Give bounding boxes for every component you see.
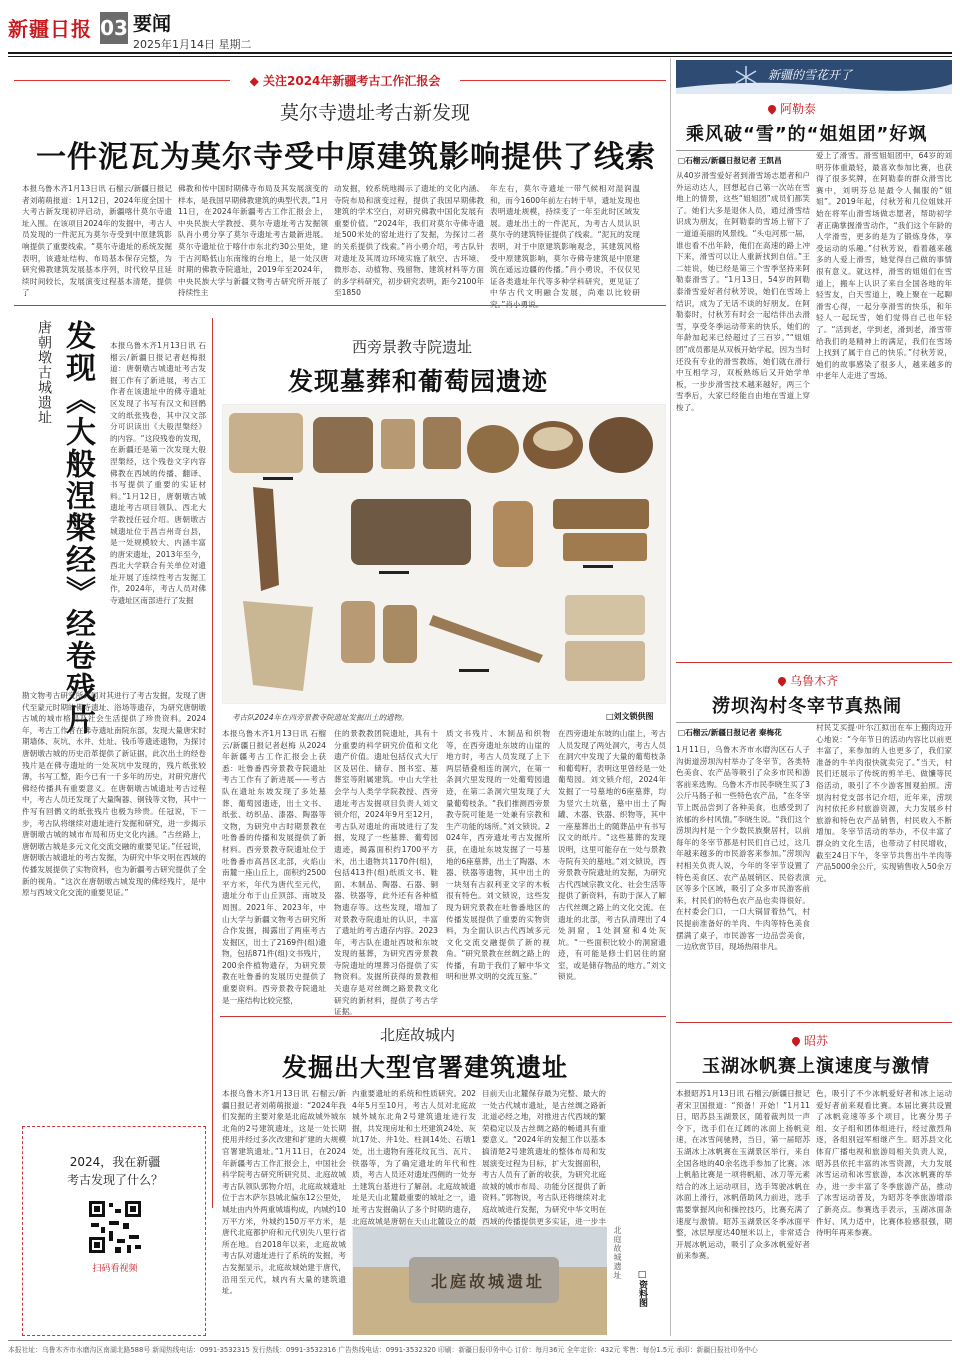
masthead-brand: 新疆日报 — [8, 17, 92, 41]
tang-divider — [212, 318, 213, 1208]
footer: 本报社址：乌鲁木齐市水磨沟区南湖北路588号 新闻热线电话：0991-3532315 发行热线：0991-3532316 广告热线电话：0991-3532320 印刷：新疆日报印务中心 订价：每月36元 全年定价：432元 零售：每份1.5元 承印：新疆日报社印务中心 — [8, 1340, 952, 1354]
right-column-divider — [670, 58, 671, 1336]
aletai-divider — [676, 662, 952, 663]
wulumuqi-location — [778, 672, 838, 689]
section-title: 要闻 — [133, 13, 172, 35]
xipang-divider — [220, 1016, 666, 1017]
tang-col-top: 本报乌鲁木齐1月13日讯 石榴云/新疆日报记者赵梅报道：唐朝墩古城遗址考古发掘工作有了新进展，考古工作者在该遗址中的佛寺遗址区发现了书写有汉文和回鹘文的纸张残卷，其中汉文部分可识读出《大般涅槃经》的内容。“这段残卷的发现，在新疆还是第一次发现大般涅槃经，这个残卷文字内容佛教在西域的传播、翻译、书写提供了重要的实证材料。”1月12日，唐朝墩古城遗址考古项目领队、西北大学教授任冠介绍。唐朝墩古城遗址位于昌吉州奇台县，是一处规模较大、内涵丰富的唐宋遗址，2013年至今，西北大学联合有关单位对遗址开展了连续性考古发掘工作，2024年，考古人员对佛寺遗址区南部进行了发掘 — [110, 341, 206, 606]
masthead-rule-thin — [8, 56, 952, 57]
beiting-subtitle: 北庭故城内 — [380, 1026, 456, 1044]
xipang-col-1: 本报乌鲁木齐1月13日讯 石榴云/新疆日报记者赵梅 从2024年新疆考古工作汇报会上获悉：吐鲁番西旁景教寺院遗址考古工作有了新进展——考古队在遗址东坡发现了多处墓葬、葡萄园遗迹，出土文书、纸张、纺织品、漆器、陶器等文物，为研究中古时期景教在吐鲁番的传播和发展提供了新材料。西旁景教寺院遗址位于吐鲁番市高昌区北部，火焰山南麓一座山丘上，面积约2500平方米，年代为唐代至元代，遗址分布于山丘顶部、南坡及周围。2021年、2023年，中山大学与新疆文物考古研究所合作发掘，揭露出了两座考古发掘区，出土了2169件(组)遗物，包括871件(组)文书残片，200余件植物遗存，为研究景教在吐鲁番的发展历史提供了重要资料。西旁景教寺院遗址是一座结构比较完整， — [222, 729, 326, 1005]
qr-label: 扫码看视频 — [92, 1264, 138, 1274]
beiting-col-3: 目前天山北麓保存最为完整、最大的一处古代城市遗址，是古丝绸之路新北道必经之地，对推进古代西域的繁荣稳定以及古丝绸之路的畅通具有重要意义。“2024年的发掘工作以基本搞清楚2号建筑遗址的整体布局和发展演变过程为目标，扩大发掘面积，考古人员有了新的收获，为研究北庭故城的城市布局、功能分区提供了新资料。”郭物说，考古队还将继续对北庭故城进行发掘，为研究中华文明在西域的传播提供更多实证，进一步丰 — [482, 1089, 606, 1226]
masthead-rule — [8, 52, 952, 54]
zhaosu-col-1: 本报昭苏1月13日讯 石榴云/新疆日报记者宋卫国报道：“预备！开始！”1月11日，昭苏县玉湖景区，随着裁判员一声令下，选手们在辽阔的冰面上扬帆竞速，在冰雪间驰骋，当日，第一届昭苏玉湖冰上冰帆赛在玉湖景区举行，来自全国各地的40余名选手参加了比赛。冰上帆船比赛是一项将帆船、冰刀等元素结合的冰上运动项目，选手驾驶冰帆在冰面上滑行，冰帆借助风力前进，选手需要掌握风向和操控技巧，比赛充满了速度与激情。昭苏玉湖景区冬季冰面平整，冰层厚度达40厘米以上，非常适合开展冰帆运动，吸引了众多冰帆爱好者前来参赛。 — [676, 1089, 810, 1261]
tang-vertical-subtitle: 唐朝墩古城遗址 — [36, 320, 52, 425]
banner-rule-right — [460, 80, 666, 81]
aletai-col-1: 从40岁滑雪爱好者到滑雪场志愿者和户外运动达人，回想起自己第一次站在雪地上的情景，这些“姐姐团”成员们都笑了。她们大多是退休人员，通过滑雪结识成为朋友，在阿勒泰的雪场上留下了一道道美丽的风景线。“头屯河那一届，谁也看不出年龄，俺们在高速的路上冲下来，滑雪可以让人重新找到自信。”王二娃说，她已经是第三个雪季坚持来阿勒泰滑雪了。“1月13日，54岁的阿勒泰滑雪爱好者付秋芳说，她们在雪场上结识，成为了无话不谈的好朋友。在阿勒泰时，付秋芳有时会一起结伴出去滑雪，享受冬季运动带来的快乐，她们的年龄加起来已经超过了三百岁。”“姐姐团”成员都是从双板开始学起，因为当时还没有专业的滑雪教练，她们就在滑行中互相学习，双板熟练后又开始学单板，一步步滑雪技术越来越好，两三个雪季后，大家已经能自由地在雪道上穿梭了。 — [676, 171, 810, 412]
lead-col-1: 本报乌鲁木齐1月13日讯 石榴云/新疆日报记者刘萌萌报道：1月12日，2024年度全国十大考古新发现初评启动，新疆喀什莫尔寺遗址入围。在该项目2024年的发掘中，考古人员发现的一件泥瓦为莫尔寺受到中原建筑影响提供了重要线索。“莫尔寺遗址的系统发掘表明，该遗址结构、布局基本保存完整，为研究佛教建筑发展基本序列，时代较早且延续时间较长，发展演变过程基本清楚，提供了 — [22, 184, 172, 298]
wulumuqi-col-2: 村民艾买提·叶尔江拟出在车上搬肉边开心地说：“今年节日的活动内容比以前更丰富了，来参加的人也更多了，我们家准备的牛羊肉很快就卖完了。”当天，村民们还展示了传统的剪羊毛、做馕等民俗活动，吸引了不少游客围观拍照。涝坝沟村党支部书记介绍，近年来，涝坝沟村依托乡村旅游资源，大力发展乡村旅游和特色农产品销售，村民收入不断增加。冬宰节活动的举办，不仅丰富了群众的文化生活，也带动了村民增收，截至24日下午，冬宰节共售出牛羊肉等产品5000余公斤，实现销售收入50余万元。 — [816, 723, 952, 883]
tang-vertical-title: 发现《大般涅槃经》经卷残片 — [60, 320, 95, 736]
zhaosu-location — [792, 1032, 828, 1049]
lead-divider — [14, 305, 666, 306]
stone-inscription: 北庭故城遗址 — [431, 1272, 546, 1291]
lead-col-2: 佛教和传中国时期佛寺布局及其发展演变的样本，是我国早期佛教建筑的典型代表。”1月11日，在2024年新疆考古工作汇报会上，中央民族大学教授、莫尔寺遗址考古发掘领队肖小勇分享了莫尔寺遗址考古最新进展。莫尔寺遗址位于喀什市东北约30公里处，建于古河略低山东南缘的台地上，是一处汉唐时期的佛教寺院遗址，2019年至2024年，中央民族大学与新疆文物考古研究所开展了持续性主 — [178, 184, 328, 298]
xipang-title: 发现墓葬和葡萄园遗迹 — [288, 367, 549, 396]
xipang-caption: 考古队2024年在西旁景教寺院遗址发掘出土的遗物。 — [232, 713, 409, 722]
zhaosu-col-2: 色，吸引了不少冰帆爱好者和冰上运动爱好者前来观看比赛。本届比赛共设置了冰帆竞速等多个项目，比赛分男子组、女子组和团体组进行，经过激烈角逐，各组别冠军相继产生。昭苏县文化体育广播电视和旅游局相关负责人说，昭苏县依托丰富的冰雪资源，大力发展冰雪运动和冰雪旅游，本次冰帆赛的举办，进一步丰富了冬季旅游产品，推动了冰雪运动普及，为昭苏冬季旅游增添了新亮点。参赛选手表示，玉湖冰面条件好、风力适中，比赛体验感很强，期待明年再来参赛。 — [816, 1089, 952, 1238]
aletai-byline: □石榴云/新疆日报记者 王凯昌 — [678, 156, 782, 165]
notice-line-2: 考古发现了什么？ — [66, 1173, 163, 1187]
banner: ◆ 关注2024年新疆考古工作汇报会 — [249, 74, 441, 88]
beiting-col-2: 内重要遗址的系统和性质研究。2024年5月至10月，考古人员对北庭故城外城东北角2号建筑遗址进行发掘，共发现房址和土坯建筑24处、灰坑17处、井1处、柱洞14处、石墩1处，出土遗物有莲花纹瓦当、瓦片、铁器等，为了确定遗址的年代和性质，考古人员还对遗址西侧的一处夯土建筑台基进行了解剖。北庭故城遗址是天山北麓最重要的城址之一，遗址考古发掘确认了多个时期的遗存，北庭故城是唐朝在天山北麓设立的最 — [352, 1089, 476, 1226]
location-pin-icon — [790, 1035, 801, 1046]
xipang-col-4: 在西旁遗址东坡的山崖上，考古人员发现了两处洞穴，考古人员在洞穴中发现了大量的葡萄枝条和葡萄籽，表明这里曾经是一处葡萄园。刘文锁介绍，2024年发掘了一号墓地的6座墓葬，均为竖穴土坑墓，墓中出土了陶罐、木器、铁器、织物等，其中一座墓葬出土的随葬品中有书写汉文的纸片。“这些墓葬的发现说明，这里可能存在一处与景教寺院有关的墓地。”刘文锁说，西旁景教寺院遗址的发掘，为研究古代西域宗教文化、社会生活等提供了新资料，有助于深入了解古代丝绸之路上的文化交流。在遗址的北部，考古队清理出了4处洞窟，1处洞窟和4处灰坑。“一些面积比较小的洞窟遗迹，有可能是修士们居住的窟室，或是储存物品的地方。”刘文锁说。 — [558, 729, 666, 982]
notice-line-1: 2024，我在新疆 — [69, 1155, 161, 1169]
aletai-title: 乘风破“雪”的“姐姐团”好飒 — [686, 124, 928, 145]
wulumuqi-title: 涝坝沟村冬宰节真热闹 — [712, 696, 902, 717]
beiting-col-1: 本报乌鲁木齐1月13日讯 石榴云/新疆日报记者刘萌萌报道：“2024年我们发掘的主要对象是北庭故城外城东北角的2号建筑遗址，这是一处长期使用并经过多次改建和扩建的大规模官署建筑遗址。”1月11日，在2024年新疆考古工作汇报会上，中国社会科学院考古研究所研究员、北庭故城考古队领队郭物介绍，北庭故城遗址位于吉木萨尔县城北偏东12公里处，城址由内外两重城墙构成，内城约10万平方米，外城约150万平方米，是唐代北庭都护府和元代别失八里行省所在地。自2018年以来，北庭故城考古队对遗址进行了系统的发掘，考古发掘显示，北庭故城始建于唐代，沿用至元代，城内有大量的建筑遗址。 — [222, 1089, 346, 1296]
location-pin-icon — [766, 103, 777, 114]
xipang-subtitle: 西旁景教寺院遗址 — [352, 338, 473, 356]
video-notice[interactable] — [22, 1126, 206, 1336]
wulumuqi-byline: □石榴云/新疆日报记者 秦梅花 — [678, 728, 782, 737]
page-number: 03 — [100, 12, 128, 44]
lead-title: 一件泥瓦为莫尔寺受中原建筑影响提供了线索 — [36, 140, 656, 175]
snow-column-title: 新疆的雪花开了 — [768, 68, 853, 82]
lead-col-3: 动发掘，较系统地揭示了遗址的文化内涵、寺院布局和演变过程，提供了我国早期佛教建筑的学术空白，对研究佛教中国化发展有重要价值。“2024年，我们对莫尔寺佛寺遗址500米处的窑址进行了发掘，为探讨二者的关系提供了线索。”肖小勇介绍，考古队针对遗址及其周边环境实施了航空、古环境、微形态、动植物、残留物、建筑材料等方面的多学科研究，初步研究表明，距今2100年至1850 — [334, 184, 484, 298]
xipang-col-3: 质文书残片、木制品和织物等，在西旁遗址东坡的山崖的地方时，考古人员发现了上下两层错叠相连的洞穴，在第一条洞穴里发现的一处葡萄园遗迹，在第二条洞穴里发现了大量葡萄枝条。“我们推测西旁景教寺院可能是一处兼有宗教和生产功能的场所。”刘文锁说。2024年，西旁遗址考古发掘所获，在遗址东坡发掘了一号墓地的6座墓葬，出土了陶器、木器、铁器等遗物，其中出土的一块刻有古叙利亚文字的木板很有特色。刘文锁说，这些发现为研究景教在吐鲁番地区的传播发展提供了重要的实物资料，为全面认识古代西域多元文化交流交融提供了新的视角。“研究景教在丝绸之路上的传播，有助于我们了解中华文明和世界文明的交流互鉴。” — [446, 729, 550, 982]
beiting-caption: 北庭故城遗址 — [613, 1226, 622, 1280]
aletai-col-2: 爱上了滑雪。滑雪姐姐团中，64岁的刘明芬体重最轻，最喜欢参加比赛，也获得了很多奖牌，在阿勒泰的群众滑雪比赛中，刘明芬总是最令人佩服的“姐姐”。2019年起，付秋芳和几位姐妹开始在将军山滑雪场做志愿者，帮助初学者正确掌握滑雪动作，“我们这个年龄的人学滑雪，更多的是为了锻炼身体，享受运动的乐趣。”付秋芳说，看着越来越多的人爱上滑雪，她觉得自己做的事情很有意义。就这样，滑雪的姐姐们在雪道上，搬车上认识了来自全国各地的年轻雪友，白天雪道上，晚上聚在一起聊滑雪心得，一起分享滑雪的快乐，和年轻人一起玩雪，她们觉得自己也年轻了。“活到老，学到老，滑到老，滑雪带给我们的是精神上的满足，我们在雪场上找到了属于自己的快乐。”付秋芳说，她们的故事感染了很多人，越来越多的中老年人走进了雪场。 — [816, 151, 952, 381]
artifacts-illustration — [223, 405, 667, 705]
wulumuqi-location-text: 乌鲁木齐 — [790, 674, 839, 688]
wulumuqi-col-1: 1月11日，乌鲁木齐市水磨沟区石人子沟街道涝坝沟村举办了冬宰节，各类特色美食、农产品等吸引了众多市民和游客前来选购。乌鲁木齐市民李晓生买了3公斤马肠子和一些特色农产品，“在冬宰节上既品尝到了各种美食，也感受到了浓郁的乡村风情。”李晓生说。“我们这个涝坝沟村是一个少数民族聚居村，以前每年的冬宰节都是村民们自己过，这几年越来越多的市民游客来参加。”涝坝沟村相关负责人说，今年的冬宰节设置了特色美食区、农产品展销区、民俗表演区等多个区域，吸引了众多市民游客前来，村民们的特色农产品也卖得很好。在村委会门口，一口大锅冒着热气，村民提前准备好的羊肉、牛肉等特色美食摆满了桌子，市民游客一边品尝美食，一边欣赏节目，现场热闹非凡。 — [676, 745, 810, 952]
wulumuqi-divider — [676, 1022, 952, 1023]
banner-rule-left — [14, 80, 230, 81]
aletai-location-text: 阿勒泰 — [780, 102, 817, 116]
beiting-photo — [352, 1226, 606, 1334]
beiting-title: 发掘出大型官署建筑遗址 — [282, 1053, 569, 1082]
zhaosu-title: 玉湖冰帆赛上演速度与激情 — [702, 1056, 930, 1077]
artifacts-photo — [222, 404, 666, 704]
zhaosu-rule — [676, 1082, 952, 1083]
xipang-col-2: 住的景教教团院遗址，具有十分重要的科学研究价值和文化遗产价值。遗址包括仪式大厅区及居住、储存、图书室、墓葬室等附属建筑。中山大学社会学与人类学学院教授、西旁遗址考古发掘项目负责人刘文锁介绍，2024年9月至12月，考古队对遗址的南坡进行了发掘，发现了一些墓葬、葡萄园遗迹，揭露面积约1700平方米，出土遗物共1170件(组)，包括413件(组)纸质文书、鞋面、木制品、陶器、石器、铜器、铁器等，此外还有各种植物遗存等。这些发现，增加了对景教寺院遗址的认识，丰富了遗址的考古遗存内容。2023年，考古队在遗址西坡和东坡发现的墓葬，为研究西旁景教寺院遗址的埋葬习俗提供了实物资料。发掘所获得的景教相关遗存是对丝绸之路景教文化研究的新材料，提供了考古学证据。 — [334, 729, 438, 1017]
beiting-credit: □资料图 — [637, 1270, 647, 1307]
location-pin-icon — [776, 675, 787, 686]
tang-col-bottom: 勘文物考古研究所共同对其进行了考古发掘，发现了唐代至蒙元时期的佛寺遗址、浴场等遗存，为研究唐朝墩古城的城市格局及社会生活提供了珍贵资料。2024年，考古工作者在佛寺遗址南院东部，发现大量唐宋时期墙体、灰坑、水井、灶址、钱币等遗迹遗物，为探讨唐朝墩古城的历史沿革提供了新证据，此次出土的经卷残片是在佛寺遗址的一处灰坑中发现的，残片纸张较薄，书写工整，距今已有一千多年的历史，对研究唐代佛经传播具有重要意义。在唐朝墩古城遗址考古过程中，考古人员还发现了大量陶器、铜钱等文物，其中一件写有回鹘文的纸张残片也极为珍贵。任冠说，下一步，考古队将继续对遗址进行发掘和研究，进一步揭示唐朝墩古城的城市布局和历史文化内涵。“古丝路上，唐朝墩古城是多元文化交流交融的重要见证。”任冠说，唐朝墩古城遗址的考古发掘，为研究中华文明在西域的传播发展提供了实物资料，也为新疆考古研究提供了全新的视角。“这次在唐朝墩古城发现的佛经残片，是中原与西域文化交流的重要见证。” — [22, 691, 206, 898]
xipang-credit: □刘文锁供图 — [606, 712, 654, 721]
banner-text: 关注2024年新疆考古工作汇报会 — [263, 74, 441, 88]
qr-code-icon[interactable] — [87, 1199, 143, 1255]
aletai-location — [768, 100, 816, 117]
zhaosu-location-text: 昭苏 — [804, 1034, 829, 1048]
lead-col-4: 年左右，莫尔寺遗址一带气候相对湿润温和，而今1600年前左右转干旱，遗址发现也表明遗址规模，持续变了一年至此时区域发展。遗址出土的一件泥瓦，为考古人员认识莫尔寺的建筑特征提供了线索。“泥瓦的发现表明，对于中原建筑影响观念，其建筑风格受中原建筑影响，莫尔寺佛寺建筑是中原建筑在遥远边疆的传播。”肖小勇说，不仅仅见证各类遗址年代等多种学科研究，更见证了中华古代文明融合发展，尚难以比较研 — [490, 184, 640, 298]
issue-date: 2025年1月14日 星期二 — [133, 38, 252, 51]
lead-subtitle: 莫尔寺遗址考古新发现 — [280, 102, 471, 124]
snow-column-logo — [676, 60, 952, 94]
